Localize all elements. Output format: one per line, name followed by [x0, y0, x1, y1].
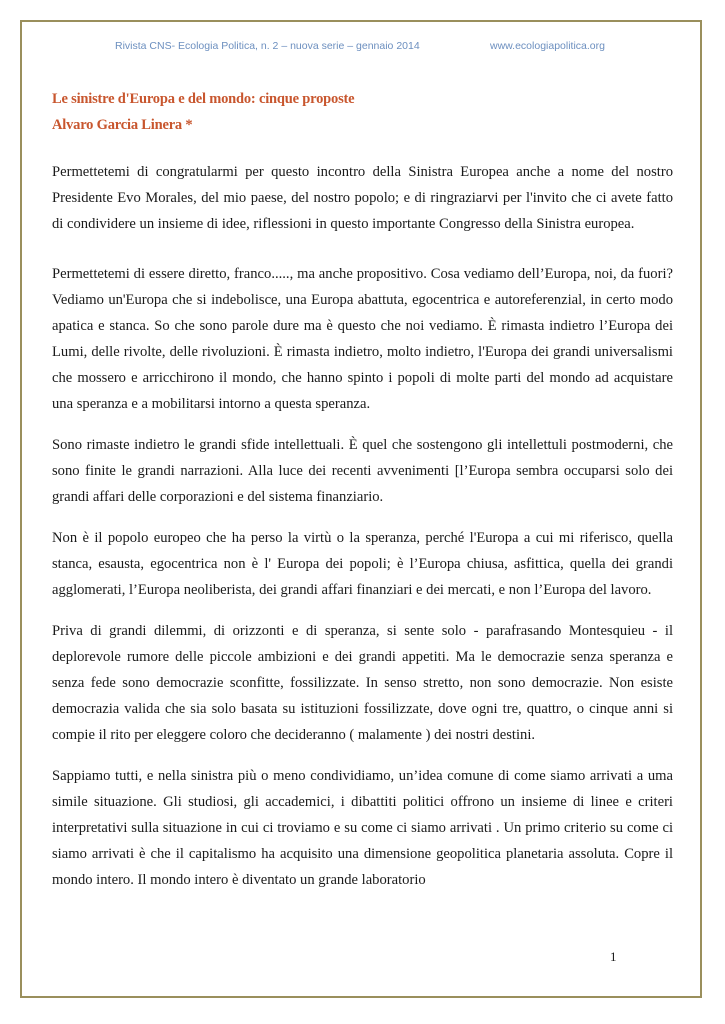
paragraph: Non è il popolo europeo che ha perso la virtù o la speranza, perché l'Europa a cui mi riferisco, quella stanca, esausta, egocentrica non è l' Europa dei popoli; è l’Europa chiusa, asfittica, quella dei grandi agglomerati, l’Europa neoliberista, dei grandi affari finanziari e dei mercati, e non l’Europa del lavoro.: [52, 530, 673, 598]
journal-citation: Rivista CNS- Ecologia Politica, n. 2 – nuova serie – gennaio 2014: [115, 40, 420, 52]
paragraph: Permettetemi di essere diretto, franco....., ma anche propositivo. Cosa vediamo dell’Europa, noi, da fuori? Vediamo un'Europa che si indebolisce, una Europa abattuta, egocentrica e autoreferenzial, in certo modo apatica e stanca. So che sono parole dure ma è questo che noi vediamo. È rimasta indietro l’Europa dei Lumi, delle rivolte, delle rivoluzioni. È rimasta indietro, molto indietro, l'Europa dei grandi universalismi che mossero e arricchirono il mondo, che hanno spinto i popoli di molte parti del mondo ad acquistare una speranza e a mobilitarsi intorno a questa speranza.: [52, 266, 673, 412]
article-heading: [52, 86, 672, 138]
paragraph: Sono rimaste indietro le grandi sfide intellettuali. È quel che sostengono gli intellettuli postmoderni, che sono finite le grandi narrazioni. Alla luce dei recenti avvenimenti [l’Europa sembra occuparsi solo dei grandi affari delle corporazioni e del sistema finanziario.: [52, 437, 673, 505]
page-number: 1: [610, 949, 617, 964]
article-body: [52, 159, 673, 893]
article-author: Alvaro Garcia Linera *: [52, 117, 193, 133]
website-link[interactable]: www.ecologiapolitica.org: [490, 40, 605, 52]
article-title: Le sinistre d'Europa e del mondo: cinque proposte: [52, 91, 355, 107]
paragraph: Priva di grandi dilemmi, di orizzonti e di speranza, si sente solo - parafrasando Montesquieu - il deplorevole rumore delle piccole ambizioni e dei grandi appetiti. Ma le democrazie senza speranza e senza fede sono democrazie sconfitte, fossilizzate. In senso stretto, non sono democrazie. Non esiste democrazia valida che sia solo basata su istituzioni fossilizzate, dove ogni tre, quattro, o cinque anni si compie il rito per eleggere coloro che decideranno ( malamente ) dei nostri destini.: [52, 623, 673, 743]
paragraph: Sappiamo tutti, e nella sinistra più o meno condividiamo, un’idea comune di come siamo arrivati a uma simile situazione. Gli studiosi, gli accademici, i dibattiti politici offrono un insieme di linee e criteri interpretativi sulla situazione in cui ci troviamo e su come ci siamo arrivati . Un primo criterio su come ci siamo arrivati è che il capitalismo ha acquisito una dimensione geopolitica planetaria assoluta. Copre il mondo intero. Il mondo intero è diventato un grande laboratorio: [52, 768, 673, 888]
paragraph: Permettetemi di congratularmi per questo incontro della Sinistra Europea anche a nome del nostro Presidente Evo Morales, del mio paese, del nostro popolo; e di ringraziarvi per l'invito che ci avete fatto di condividere un insieme di idee, riflessioni in questo importante Congresso della Sinistra europea.: [52, 164, 673, 232]
